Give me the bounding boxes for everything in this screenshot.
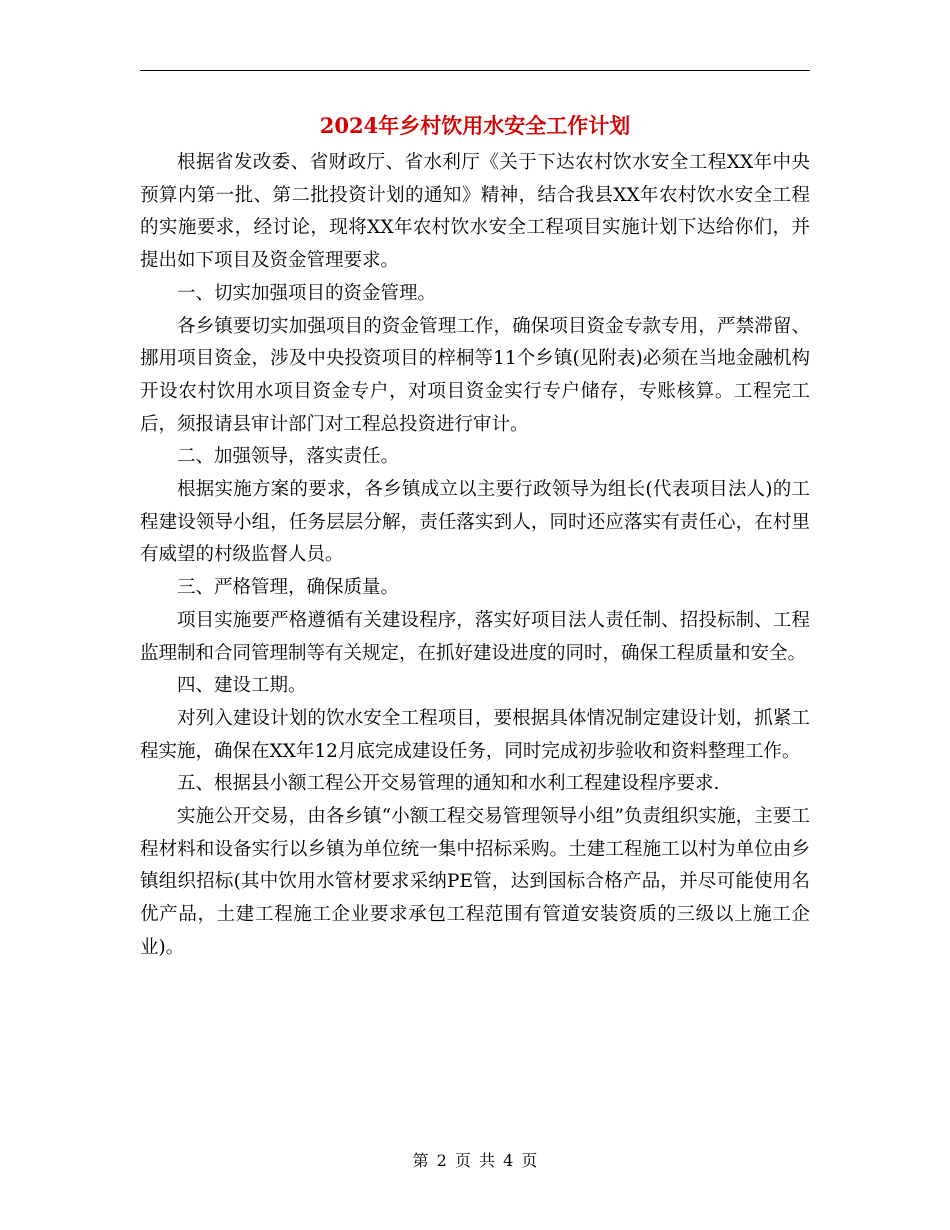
paragraph-fund-management: 各乡镇要切实加强项目的资金管理工作，确保项目资金专款专用，严禁滞留、挪用项目资金，涉及中央投资项目的梓桐等11个乡镇(见附表)必须在当地金融机构开设农村饮用水项目资金专户，对项目资金实行专户储存，专账核算。工程完工后，须报请县审计部门对工程总投资进行审计。 [140, 315, 810, 435]
section-heading-3: 三、严格管理，确保质量。 [177, 577, 400, 599]
section-heading-4: 四、建设工期。 [177, 675, 307, 697]
paragraph-leadership: 根据实施方案的要求，各乡镇成立以主要行政领导为组长(代表项目法人)的工程建设领导小组，任务层层分解，责任落实到人，同时还应落实有责任心，在村里有威望的村级监督人员。 [140, 479, 810, 566]
paragraph-public-bidding: 实施公开交易，由各乡镇“小额工程交易管理领导小组”负责组织实施，主要工程材料和设备实行以乡镇为单位统一集中招标采购。土建工程施工以村为单位由乡镇组织招标(其中饮用水管材要求采纳PE管，达到国标合格产品，并尽可能使用名优产品，土建工程施工企业要求承包工程范围有管道安装资质的三级以上施工企业)。 [140, 806, 810, 958]
paragraph-intro: 根据省发改委、省财政厅、省水利厅《关于下达农村饮水安全工程XX年中央预算内第一批、第二批投资计划的通知》精神，结合我县XX年农村饮水安全工程的实施要求，经讨论，现将XX年农村饮水安全工程项目实施计划下达给你们，并提出如下项目及资金管理要求。 [140, 152, 810, 272]
section-heading-5: 五、根据县小额工程公开交易管理的通知和水利工程建设程序要求. [177, 773, 720, 795]
paragraph-schedule: 对列入建设计划的饮水安全工程项目，要根据具体情况制定建设计划，抓紧工程实施，确保在XX年12月底完成建设任务，同时完成初步验收和资料整理工作。 [140, 707, 810, 762]
paragraph-quality: 项目实施要严格遵循有关建设程序，落实好项目法人责任制、招投标制、工程监理制和合同管理制等有关规定，在抓好建设进度的同时，确保工程质量和安全。 [140, 609, 810, 664]
document-body [140, 147, 810, 965]
document-title: 2024年乡村饮用水安全工作计划 [319, 113, 631, 138]
section-heading-1: 一、切实加强项目的资金管理。 [177, 282, 437, 304]
section-heading-2: 二、加强领导，落实责任。 [177, 446, 400, 468]
header-rule [140, 70, 810, 71]
page-number: 第 2 页 共 4 页 [412, 1151, 538, 1170]
